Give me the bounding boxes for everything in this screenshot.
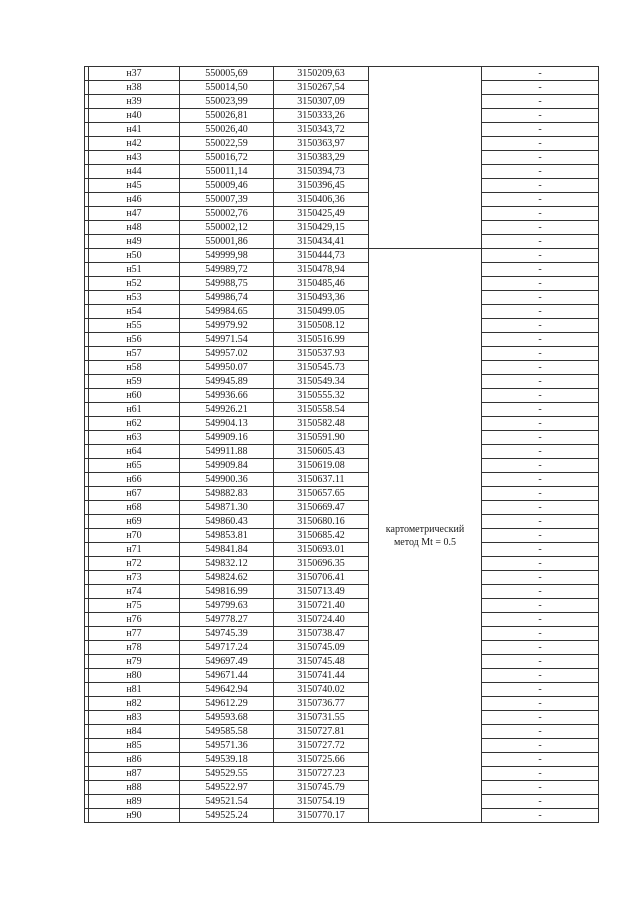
point-id-cell: н39 — [89, 95, 180, 109]
accuracy-value-cell: - — [482, 571, 599, 585]
table-row — [85, 557, 599, 571]
method-text-line2: метод Mt = 0.5 — [393, 536, 457, 548]
y-coordinate-cell: 3150727.81 — [274, 725, 369, 739]
table-row — [85, 445, 599, 459]
point-id-cell: н60 — [89, 389, 180, 403]
table-row — [85, 235, 599, 249]
y-coordinate-cell: 3150605.43 — [274, 445, 369, 459]
x-coordinate-cell: 549832.12 — [180, 557, 274, 571]
y-coordinate-cell: 3150545.73 — [274, 361, 369, 375]
point-id-cell: н56 — [89, 333, 180, 347]
y-coordinate-cell: 3150537.93 — [274, 347, 369, 361]
point-id-cell: н55 — [89, 319, 180, 333]
y-coordinate-cell: 3150307,09 — [274, 95, 369, 109]
y-coordinate-cell: 3150693.01 — [274, 543, 369, 557]
table-row — [85, 725, 599, 739]
accuracy-value-cell: - — [482, 753, 599, 767]
table-row — [85, 207, 599, 221]
x-coordinate-cell: 549585.58 — [180, 725, 274, 739]
table-row — [85, 333, 599, 347]
x-coordinate-cell: 550011,14 — [180, 165, 274, 179]
y-coordinate-cell: 3150549.34 — [274, 375, 369, 389]
x-coordinate-cell: 549778.27 — [180, 613, 274, 627]
point-id-cell: н82 — [89, 697, 180, 711]
table-row — [85, 655, 599, 669]
point-id-cell: н66 — [89, 473, 180, 487]
accuracy-value-cell: - — [482, 641, 599, 655]
y-coordinate-cell: 3150745.79 — [274, 781, 369, 795]
y-coordinate-cell: 3150363,97 — [274, 137, 369, 151]
x-coordinate-cell: 549642.94 — [180, 683, 274, 697]
y-coordinate-cell: 3150725.66 — [274, 753, 369, 767]
table-row — [85, 389, 599, 403]
y-coordinate-cell: 3150736.77 — [274, 697, 369, 711]
accuracy-value-cell: - — [482, 809, 599, 823]
table-row — [85, 319, 599, 333]
table-row — [85, 515, 599, 529]
accuracy-value-cell: - — [482, 557, 599, 571]
accuracy-value-cell: - — [482, 627, 599, 641]
accuracy-value-cell: - — [482, 543, 599, 557]
accuracy-value-cell: - — [482, 95, 599, 109]
x-coordinate-cell: 550009,46 — [180, 179, 274, 193]
y-coordinate-cell: 3150582.48 — [274, 417, 369, 431]
method-cell — [369, 249, 482, 823]
table-row — [85, 137, 599, 151]
x-coordinate-cell: 549697.49 — [180, 655, 274, 669]
accuracy-value-cell: - — [482, 263, 599, 277]
y-coordinate-cell: 3150745.09 — [274, 641, 369, 655]
x-coordinate-cell: 549853.81 — [180, 529, 274, 543]
x-coordinate-cell: 550001,86 — [180, 235, 274, 249]
y-coordinate-cell: 3150619.08 — [274, 459, 369, 473]
accuracy-value-cell: - — [482, 249, 599, 263]
x-coordinate-cell: 549904.13 — [180, 417, 274, 431]
point-id-cell: н50 — [89, 249, 180, 263]
y-coordinate-cell: 3150724.40 — [274, 613, 369, 627]
table-row — [85, 795, 599, 809]
point-id-cell: н65 — [89, 459, 180, 473]
y-coordinate-cell: 3150555.32 — [274, 389, 369, 403]
accuracy-value-cell: - — [482, 179, 599, 193]
point-id-cell: н89 — [89, 795, 180, 809]
point-id-cell: н79 — [89, 655, 180, 669]
x-coordinate-cell: 549593.68 — [180, 711, 274, 725]
y-coordinate-cell: 3150669.47 — [274, 501, 369, 515]
x-coordinate-cell: 549571.36 — [180, 739, 274, 753]
y-coordinate-cell: 3150741.44 — [274, 669, 369, 683]
method-text-line1: картометрический — [385, 523, 465, 535]
table-row — [85, 627, 599, 641]
y-coordinate-cell: 3150493,36 — [274, 291, 369, 305]
table-row — [85, 81, 599, 95]
table-row — [85, 165, 599, 179]
table-row — [85, 291, 599, 305]
point-id-cell: н63 — [89, 431, 180, 445]
y-coordinate-cell: 3150429,15 — [274, 221, 369, 235]
accuracy-value-cell: - — [482, 445, 599, 459]
table-row — [85, 179, 599, 193]
accuracy-value-cell: - — [482, 305, 599, 319]
point-id-cell: н37 — [89, 67, 180, 81]
point-id-cell: н84 — [89, 725, 180, 739]
accuracy-value-cell: - — [482, 291, 599, 305]
y-coordinate-cell: 3150396,45 — [274, 179, 369, 193]
accuracy-value-cell: - — [482, 193, 599, 207]
x-coordinate-cell: 549841.84 — [180, 543, 274, 557]
accuracy-value-cell: - — [482, 417, 599, 431]
x-coordinate-cell: 549612.29 — [180, 697, 274, 711]
x-coordinate-cell: 549900.36 — [180, 473, 274, 487]
accuracy-value-cell: - — [482, 151, 599, 165]
accuracy-value-cell: - — [482, 613, 599, 627]
y-coordinate-cell: 3150516.99 — [274, 333, 369, 347]
x-coordinate-cell: 549799.63 — [180, 599, 274, 613]
accuracy-value-cell: - — [482, 389, 599, 403]
table-row — [85, 543, 599, 557]
table-row — [85, 417, 599, 431]
x-coordinate-cell: 550002,76 — [180, 207, 274, 221]
table-row — [85, 641, 599, 655]
method-cell-upper — [369, 67, 482, 249]
accuracy-value-cell: - — [482, 655, 599, 669]
x-coordinate-cell: 549529.55 — [180, 767, 274, 781]
table-row — [85, 347, 599, 361]
point-id-cell: н88 — [89, 781, 180, 795]
accuracy-value-cell: - — [482, 739, 599, 753]
table-row — [85, 613, 599, 627]
x-coordinate-cell: 549911.88 — [180, 445, 274, 459]
y-coordinate-cell: 3150508.12 — [274, 319, 369, 333]
table-row — [85, 151, 599, 165]
x-coordinate-cell: 549909.84 — [180, 459, 274, 473]
y-coordinate-cell: 3150731.55 — [274, 711, 369, 725]
point-id-cell: н71 — [89, 543, 180, 557]
y-coordinate-cell: 3150591.90 — [274, 431, 369, 445]
accuracy-value-cell: - — [482, 123, 599, 137]
accuracy-value-cell: - — [482, 235, 599, 249]
y-coordinate-cell: 3150721.40 — [274, 599, 369, 613]
x-coordinate-cell: 549986,74 — [180, 291, 274, 305]
point-id-cell: н57 — [89, 347, 180, 361]
accuracy-value-cell: - — [482, 585, 599, 599]
x-coordinate-cell: 549936.66 — [180, 389, 274, 403]
accuracy-value-cell: - — [482, 767, 599, 781]
point-id-cell: н86 — [89, 753, 180, 767]
y-coordinate-cell: 3150406,36 — [274, 193, 369, 207]
point-id-cell: н59 — [89, 375, 180, 389]
point-id-cell: н45 — [89, 179, 180, 193]
y-coordinate-cell: 3150434,41 — [274, 235, 369, 249]
point-id-cell: н76 — [89, 613, 180, 627]
table-row — [85, 697, 599, 711]
point-id-cell: н41 — [89, 123, 180, 137]
point-id-cell: н38 — [89, 81, 180, 95]
y-coordinate-cell: 3150444,73 — [274, 249, 369, 263]
point-id-cell: н90 — [89, 809, 180, 823]
x-coordinate-cell: 550026,40 — [180, 123, 274, 137]
accuracy-value-cell: - — [482, 361, 599, 375]
accuracy-value-cell: - — [482, 473, 599, 487]
x-coordinate-cell: 549989,72 — [180, 263, 274, 277]
table-row — [85, 669, 599, 683]
point-id-cell: н87 — [89, 767, 180, 781]
accuracy-value-cell: - — [482, 347, 599, 361]
y-coordinate-cell: 3150738.47 — [274, 627, 369, 641]
y-coordinate-cell: 3150478,94 — [274, 263, 369, 277]
point-id-cell: н78 — [89, 641, 180, 655]
x-coordinate-cell: 549971.54 — [180, 333, 274, 347]
table-row — [85, 473, 599, 487]
accuracy-value-cell: - — [482, 487, 599, 501]
accuracy-value-cell: - — [482, 431, 599, 445]
point-id-cell: н40 — [89, 109, 180, 123]
y-coordinate-cell: 3150394,73 — [274, 165, 369, 179]
x-coordinate-cell: 549816.99 — [180, 585, 274, 599]
table-row — [85, 123, 599, 137]
accuracy-value-cell: - — [482, 207, 599, 221]
accuracy-value-cell: - — [482, 711, 599, 725]
point-id-cell: н74 — [89, 585, 180, 599]
x-coordinate-cell: 549717.24 — [180, 641, 274, 655]
point-id-cell: н42 — [89, 137, 180, 151]
accuracy-value-cell: - — [482, 781, 599, 795]
accuracy-value-cell: - — [482, 319, 599, 333]
table-row — [85, 711, 599, 725]
x-coordinate-cell: 550022,59 — [180, 137, 274, 151]
accuracy-value-cell: - — [482, 529, 599, 543]
point-id-cell: н48 — [89, 221, 180, 235]
table-row — [85, 767, 599, 781]
point-id-cell: н43 — [89, 151, 180, 165]
table-row — [85, 403, 599, 417]
x-coordinate-cell: 549882.83 — [180, 487, 274, 501]
accuracy-value-cell: - — [482, 109, 599, 123]
coordinates-table — [84, 66, 599, 823]
point-id-cell: н44 — [89, 165, 180, 179]
accuracy-value-cell: - — [482, 795, 599, 809]
x-coordinate-cell: 549926.21 — [180, 403, 274, 417]
y-coordinate-cell: 3150680.16 — [274, 515, 369, 529]
accuracy-value-cell: - — [482, 697, 599, 711]
accuracy-value-cell: - — [482, 669, 599, 683]
y-coordinate-cell: 3150425,49 — [274, 207, 369, 221]
accuracy-value-cell: - — [482, 501, 599, 515]
table-row — [85, 277, 599, 291]
x-coordinate-cell: 549745.39 — [180, 627, 274, 641]
y-coordinate-cell: 3150754.19 — [274, 795, 369, 809]
accuracy-value-cell: - — [482, 459, 599, 473]
x-coordinate-cell: 549860.43 — [180, 515, 274, 529]
y-coordinate-cell: 3150343,72 — [274, 123, 369, 137]
point-id-cell: н83 — [89, 711, 180, 725]
table-row — [85, 375, 599, 389]
y-coordinate-cell: 3150740.02 — [274, 683, 369, 697]
point-id-cell: н53 — [89, 291, 180, 305]
table-row — [85, 585, 599, 599]
y-coordinate-cell: 3150706.41 — [274, 571, 369, 585]
point-id-cell: н77 — [89, 627, 180, 641]
table-row — [85, 263, 599, 277]
x-coordinate-cell: 550026,81 — [180, 109, 274, 123]
point-id-cell: н81 — [89, 683, 180, 697]
accuracy-value-cell: - — [482, 403, 599, 417]
y-coordinate-cell: 3150499.05 — [274, 305, 369, 319]
point-id-cell: н73 — [89, 571, 180, 585]
point-id-cell: н54 — [89, 305, 180, 319]
accuracy-value-cell: - — [482, 599, 599, 613]
point-id-cell: н49 — [89, 235, 180, 249]
table-row — [85, 683, 599, 697]
accuracy-value-cell: - — [482, 277, 599, 291]
y-coordinate-cell: 3150770.17 — [274, 809, 369, 823]
accuracy-value-cell: - — [482, 515, 599, 529]
table-row — [85, 809, 599, 823]
table-row — [85, 67, 599, 81]
table-row — [85, 599, 599, 613]
y-coordinate-cell: 3150267,54 — [274, 81, 369, 95]
point-id-cell: н47 — [89, 207, 180, 221]
table-row — [85, 781, 599, 795]
x-coordinate-cell: 550023,99 — [180, 95, 274, 109]
point-id-cell: н46 — [89, 193, 180, 207]
y-coordinate-cell: 3150727.72 — [274, 739, 369, 753]
x-coordinate-cell: 549909.16 — [180, 431, 274, 445]
y-coordinate-cell: 3150333,26 — [274, 109, 369, 123]
x-coordinate-cell: 549539.18 — [180, 753, 274, 767]
y-coordinate-cell: 3150696.35 — [274, 557, 369, 571]
x-coordinate-cell: 549824.62 — [180, 571, 274, 585]
x-coordinate-cell: 549945.89 — [180, 375, 274, 389]
accuracy-value-cell: - — [482, 137, 599, 151]
y-coordinate-cell: 3150657.65 — [274, 487, 369, 501]
point-id-cell: н70 — [89, 529, 180, 543]
table-row — [85, 529, 599, 543]
x-coordinate-cell: 550014,50 — [180, 81, 274, 95]
point-id-cell: н58 — [89, 361, 180, 375]
accuracy-value-cell: - — [482, 725, 599, 739]
y-coordinate-cell: 3150383,29 — [274, 151, 369, 165]
point-id-cell: н52 — [89, 277, 180, 291]
x-coordinate-cell: 549957.02 — [180, 347, 274, 361]
accuracy-value-cell: - — [482, 81, 599, 95]
table-row — [85, 109, 599, 123]
point-id-cell: н85 — [89, 739, 180, 753]
table-row — [85, 753, 599, 767]
accuracy-value-cell: - — [482, 333, 599, 347]
x-coordinate-cell: 549988,75 — [180, 277, 274, 291]
y-coordinate-cell: 3150685.42 — [274, 529, 369, 543]
x-coordinate-cell: 549871.30 — [180, 501, 274, 515]
x-coordinate-cell: 549950.07 — [180, 361, 274, 375]
x-coordinate-cell: 549525.24 — [180, 809, 274, 823]
point-id-cell: н69 — [89, 515, 180, 529]
x-coordinate-cell: 549984.65 — [180, 305, 274, 319]
accuracy-value-cell: - — [482, 221, 599, 235]
y-coordinate-cell: 3150713.49 — [274, 585, 369, 599]
x-coordinate-cell: 550005,69 — [180, 67, 274, 81]
y-coordinate-cell: 3150558.54 — [274, 403, 369, 417]
table-row — [85, 459, 599, 473]
point-id-cell: н75 — [89, 599, 180, 613]
table-row — [85, 487, 599, 501]
x-coordinate-cell: 549522.97 — [180, 781, 274, 795]
table-row — [85, 249, 599, 263]
point-id-cell: н68 — [89, 501, 180, 515]
table-row — [85, 571, 599, 585]
accuracy-value-cell: - — [482, 683, 599, 697]
point-id-cell: н72 — [89, 557, 180, 571]
table-row — [85, 739, 599, 753]
table-row — [85, 501, 599, 515]
table-row — [85, 95, 599, 109]
x-coordinate-cell: 549999,98 — [180, 249, 274, 263]
table-row — [85, 305, 599, 319]
accuracy-value-cell: - — [482, 375, 599, 389]
point-id-cell: н67 — [89, 487, 180, 501]
table-row — [85, 431, 599, 445]
point-id-cell: н80 — [89, 669, 180, 683]
table-row — [85, 361, 599, 375]
table-row — [85, 221, 599, 235]
point-id-cell: н64 — [89, 445, 180, 459]
y-coordinate-cell: 3150745.48 — [274, 655, 369, 669]
point-id-cell: н51 — [89, 263, 180, 277]
accuracy-value-cell: - — [482, 67, 599, 81]
x-coordinate-cell: 550002,12 — [180, 221, 274, 235]
y-coordinate-cell: 3150485,46 — [274, 277, 369, 291]
x-coordinate-cell: 549671.44 — [180, 669, 274, 683]
x-coordinate-cell: 549521.54 — [180, 795, 274, 809]
accuracy-value-cell: - — [482, 165, 599, 179]
point-id-cell: н61 — [89, 403, 180, 417]
x-coordinate-cell: 550007,39 — [180, 193, 274, 207]
table-row — [85, 193, 599, 207]
point-id-cell: н62 — [89, 417, 180, 431]
y-coordinate-cell: 3150727.23 — [274, 767, 369, 781]
x-coordinate-cell: 550016,72 — [180, 151, 274, 165]
y-coordinate-cell: 3150209,63 — [274, 67, 369, 81]
x-coordinate-cell: 549979.92 — [180, 319, 274, 333]
y-coordinate-cell: 3150637.11 — [274, 473, 369, 487]
coordinates-table-body — [85, 67, 599, 823]
